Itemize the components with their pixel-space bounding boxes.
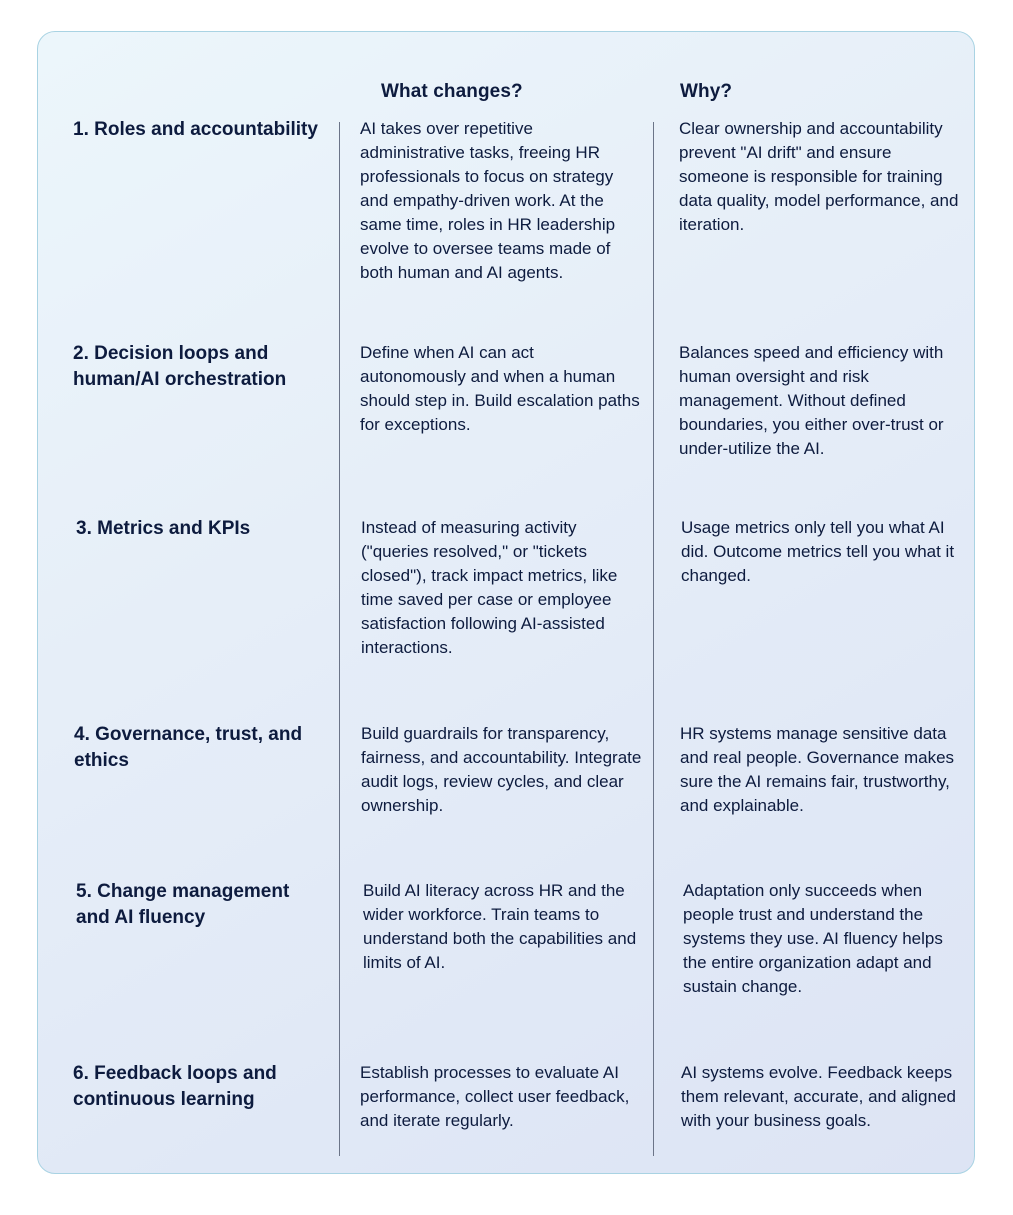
- row-what-decision-loops: Define when AI can act autonomously and when a human should step in. Build escalation paths for exceptions.: [360, 343, 640, 434]
- row-why-roles: Clear ownership and accountability prevent "AI drift" and ensure someone is responsible for training data quality, model performance, and iteration.: [679, 119, 959, 234]
- row-why-decision-loops: Balances speed and efficiency with human oversight and risk management. Without defined boundaries, you either over-trust or under-utilize the AI.: [679, 343, 944, 458]
- row-what-metrics: Instead of measuring activity ("queries resolved," or "tickets closed"), track impact metrics, like time saved per case or employee satisfaction following AI-assisted interactions.: [361, 518, 618, 657]
- column-header-what-changes: What changes?: [381, 81, 523, 102]
- row-topic-decision-loops: 2. Decision loops and human/AI orchestration: [73, 343, 287, 390]
- row-topic-roles: 1. Roles and accountability: [73, 119, 318, 140]
- row-why-metrics: Usage metrics only tell you what AI did. Outcome metrics tell you what it changed.: [681, 518, 955, 585]
- row-topic-metrics: 3. Metrics and KPIs: [76, 518, 251, 539]
- column-header-why: Why?: [680, 81, 733, 102]
- row-what-change-management: Build AI literacy across HR and the wider workforce. Train teams to understand both the capabilities and limits of AI.: [363, 881, 637, 972]
- row-why-governance: HR systems manage sensitive data and real people. Governance makes sure the AI remains fair, trustworthy, and explainable.: [680, 724, 955, 815]
- row-what-governance: Build guardrails for transparency, fairness, and accountability. Integrate audit logs, review cycles, and clear ownership.: [361, 724, 642, 815]
- row-why-feedback-loops: AI systems evolve. Feedback keeps them relevant, accurate, and aligned with your business goals.: [681, 1063, 957, 1130]
- row-what-roles: AI takes over repetitive administrative tasks, freeing HR professionals to focus on strategy and empathy-driven work. At the same time, roles in HR leadership evolve to oversee teams made of both human and AI agents.: [360, 119, 616, 282]
- row-what-feedback-loops: Establish processes to evaluate AI performance, collect user feedback, and iterate regularly.: [360, 1063, 630, 1130]
- row-topic-feedback-loops: 6. Feedback loops and continuous learning: [73, 1063, 277, 1110]
- row-why-change-management: Adaptation only succeeds when people trust and understand the systems they use. AI fluency helps the entire organization adapt and sustain change.: [683, 881, 943, 996]
- column-divider-right: [653, 122, 654, 1156]
- row-topic-change-management: 5. Change management and AI fluency: [76, 881, 290, 928]
- row-topic-governance: 4. Governance, trust, and ethics: [74, 724, 303, 771]
- column-divider-left: [339, 122, 340, 1156]
